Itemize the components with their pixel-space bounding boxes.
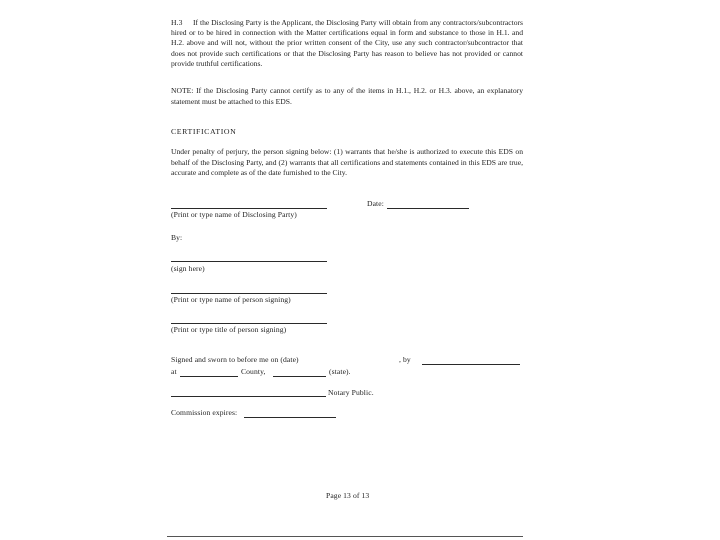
date-line[interactable] bbox=[387, 208, 469, 209]
person-name-line[interactable] bbox=[171, 293, 327, 294]
note-paragraph: NOTE: If the Disclosing Party cannot certify as to any of the items in H.1., H.2. or H.3. above, an explanatory statement must be attached to this EDS. bbox=[171, 86, 523, 106]
page-bottom-edge bbox=[167, 536, 523, 537]
state-label: (state). bbox=[329, 367, 351, 376]
by-label: By: bbox=[171, 233, 183, 242]
commission-expires-line[interactable] bbox=[244, 417, 336, 418]
person-title-line[interactable] bbox=[171, 323, 327, 324]
h3-paragraph: If the Disclosing Party is the Applicant, the Disclosing Party will obtain from any contractors/subcontractors hired or to be hired in connection with the Matter certifications equal in form and substance to those in H.1. and H.2. above and will not, without the prior written consent of the City, use any such contractor/subcontractor that does not provide such certifications or that the Disclosing Party has reason to believe has not provided or cannot provide truthful certifications. bbox=[171, 18, 523, 68]
sworn-label: Signed and sworn to before me on (date) bbox=[171, 355, 299, 364]
disclosing-party-name-line[interactable] bbox=[171, 208, 327, 209]
notary-public-line[interactable] bbox=[171, 396, 326, 397]
commission-expires-label: Commission expires: bbox=[171, 408, 238, 417]
county-label: County, bbox=[241, 367, 266, 376]
disclosing-party-name-label: (Print or type name of Disclosing Party) bbox=[171, 210, 297, 219]
sign-here-label: (sign here) bbox=[171, 264, 205, 273]
at-label: at bbox=[171, 367, 177, 376]
notary-by-label: , by bbox=[399, 355, 411, 364]
certification-heading: CERTIFICATION bbox=[171, 127, 237, 136]
page-number: Page 13 of 13 bbox=[326, 491, 370, 500]
person-name-label: (Print or type name of person signing) bbox=[171, 295, 291, 304]
at-line[interactable] bbox=[180, 376, 238, 377]
date-label: Date: bbox=[367, 199, 384, 208]
certification-paragraph: Under penalty of perjury, the person signing below: (1) warrants that he/she is authorized to execute this EDS on behalf of the Disclosing Party, and (2) warrants that all certifications and statements contained in this EDS are true, accurate and complete as of the date furnished to the City. bbox=[171, 147, 523, 178]
signature-line[interactable] bbox=[171, 261, 327, 262]
sworn-by-line[interactable] bbox=[422, 364, 520, 365]
state-line[interactable] bbox=[273, 376, 326, 377]
h3-label: H.3 bbox=[171, 18, 183, 27]
notary-public-label: Notary Public. bbox=[328, 388, 374, 397]
person-title-label: (Print or type title of person signing) bbox=[171, 325, 287, 334]
